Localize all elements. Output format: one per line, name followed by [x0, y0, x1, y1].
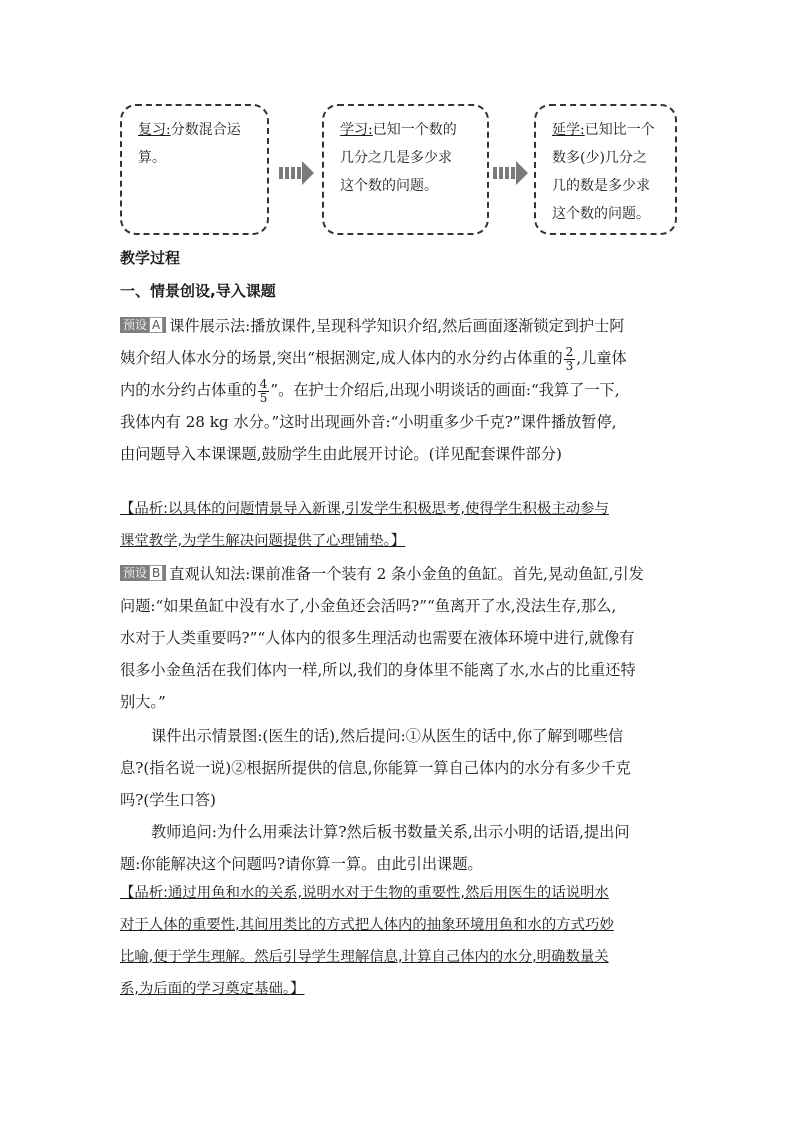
text-line: 问题:“如果鱼缸中没有水了,小金鱼还会活吗?”“鱼离开了水,没法生存,那么, — [120, 597, 617, 615]
preset-b-tag: 预设 B — [120, 565, 166, 581]
text-line: ,儿童体 — [576, 349, 627, 367]
flow-box-extend-line: 几的数是多少求 — [552, 178, 650, 194]
fraction: $\frac{4}{5}$ — [259, 376, 268, 405]
flow-box-learn-line: 几分之几是多少求 — [340, 150, 452, 166]
preset-a-paragraph — [120, 310, 680, 470]
text-line: ”。在护士介绍后,出现小明谈话的画面:“我算了一下, — [270, 381, 620, 399]
flow-box-extend — [534, 104, 677, 235]
preset-b-paragraph — [120, 558, 680, 718]
note-line: 对于人体的重要性,其间用类比的方式把人体内的抽象环境用鱼和水的方式巧妙 — [120, 917, 614, 933]
analysis-note-b — [120, 876, 680, 1004]
flow-box-learn-line: 这个数的问题。 — [340, 178, 438, 194]
right-arrow-icon — [279, 160, 315, 186]
flow-box-extend-line: 已知比一个 — [584, 122, 655, 138]
text-line: 姨介绍人体水分的场景,突出“根据测定,成人体内的水分约占体重的 — [120, 349, 563, 367]
analysis-note-a — [120, 492, 680, 556]
flow-box-learn — [322, 104, 489, 235]
teacher-question-paragraph — [120, 816, 680, 880]
text-line: 课件展示法:播放课件,呈现科学知识介绍,然后画面逐渐锁定到护士阿 — [169, 317, 625, 335]
text-line: 直观认知法:课前准备一个装有 2 条小金鱼的鱼缸。首先,晃动鱼缸,引发 — [169, 565, 644, 583]
text-line: 内的水分约占体重的 — [120, 381, 257, 399]
text-line: 课件出示情景图:(医生的话),然后提问:①从医生的话中,你了解到哪些信 — [151, 727, 624, 745]
flow-box-review-line: 分数混合运 — [170, 122, 241, 138]
flow-box-review — [120, 104, 269, 235]
note-line: 【品析:通过用鱼和水的关系,说明水对于生物的重要性,然后用医生的话说明水 — [120, 885, 609, 901]
note-line: 比喻,便于学生理解。然后引导学生理解信息,计算自己体内的水分,明确数量关 — [120, 949, 609, 965]
text-line: 水对于人类重要吗?”“人体内的很多生理活动也需要在液体环境中进行,就像有 — [120, 629, 635, 647]
preset-a-tag: 预设 A — [120, 317, 166, 333]
text-line: 题:你能解决这个问题吗?请你算一算。由此引出课题。 — [120, 855, 483, 873]
text-line: 很多小金鱼活在我们体内一样,所以,我们的身体里不能离了水,水占的比重还特 — [120, 661, 636, 679]
note-line: 【品析:以具体的问题情景导入新课,引发学生积极思考,使得学生积极主动参与 — [120, 501, 609, 517]
text-line: 由问题导入本课课题,鼓励学生由此展开讨论。(详见配套课件部分) — [120, 445, 562, 463]
flow-box-review-label: 复习: — [138, 122, 171, 138]
flow-box-learn-label: 学习: — [340, 122, 373, 138]
note-line: 系,为后面的学习奠定基础。】 — [120, 981, 305, 997]
text-line: 教师追问:为什么用乘法计算?然后板书数量关系,出示小明的话语,提出问 — [151, 823, 630, 841]
text-line: 我体内有 28 kg 水分。”这时出现画外音:“小明重多少千克?”课件播放暂停, — [120, 413, 617, 431]
fraction: $\frac{2}{3}$ — [565, 344, 574, 373]
text-line: 别大。” — [120, 693, 166, 711]
flow-box-review-line: 算。 — [138, 150, 166, 166]
flow-box-extend-line: 数多(少)几分之 — [552, 150, 647, 166]
right-arrow-icon — [493, 160, 529, 186]
flow-box-extend-line: 这个数的问题。 — [552, 206, 650, 222]
text-line: 息?(指名说一说)②根据所提供的信息,你能算一算自己体内的水分有多少千克 — [120, 759, 631, 777]
heading-section-1: 一、情景创设,导入课题 — [120, 282, 276, 300]
note-line: 课堂教学,为学生解决问题提供了心理铺垫。】 — [120, 533, 406, 549]
text-line: 吗?(学生口答) — [120, 791, 216, 809]
courseware-paragraph — [120, 720, 680, 816]
heading-teaching-process: 教学过程 — [120, 249, 181, 267]
flow-box-extend-label: 延学: — [552, 122, 585, 138]
flow-box-learn-line: 已知一个数的 — [372, 122, 457, 138]
